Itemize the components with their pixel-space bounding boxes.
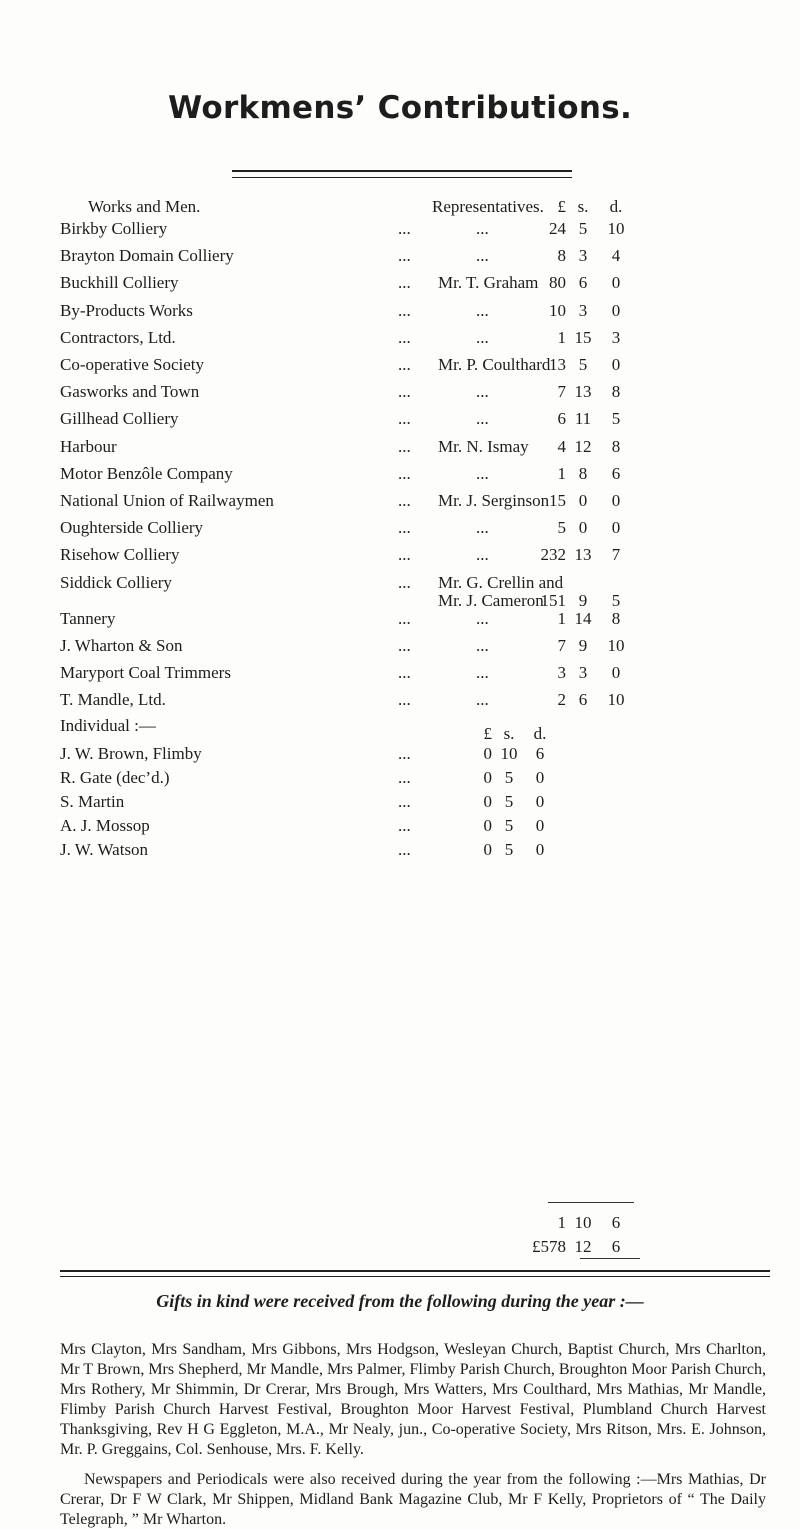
table-row [0,272,800,298]
table-row [0,463,800,489]
individual-name: J. W. Brown, Flimby [60,743,202,763]
amount-pence: 0 [611,663,621,683]
amount-pounds: 24 [549,219,566,238]
leader-dots: ... [476,246,489,266]
leader-dots: ... [398,219,411,238]
leader-dots: ... [398,690,411,710]
amount-shillings: 5 [578,219,588,238]
amount-pence: 4 [611,246,621,266]
table-row [0,635,800,661]
individual-pence: 0 [535,815,545,835]
individual-shillings: 10 [500,743,518,763]
amount-shillings: 12 [574,436,592,456]
table-row [0,408,800,434]
amount-shillings: 6 [578,690,588,710]
individual-name: J. W. Watson [60,839,149,859]
table-row [0,354,800,380]
leader-dots: ... [398,791,411,811]
individual-pounds: 0 [483,791,492,811]
amount-pounds: 15 [549,491,566,510]
individual-pence: 0 [535,791,545,811]
amount-pence: 0 [611,518,621,538]
gifts-list: Mrs Clayton, Mrs Sandham, Mrs Gibbons, Mrs Hodgson, Wesleyan Church, Baptist Church, Mrs Charlton, Mr T Brown, Mrs Shepherd, Mr Mandle, Mrs Palmer, Flimby Parish Church, Broughton Moor Parish Church, Mrs Rothery, Mr Shimmin, Dr Crerar, Mrs Brough, Mrs Watters, Mrs Coulthard, Mrs Mathias, Mr Mandle, Flimby Parish Church Harvest Festival, Broughton Moor Harvest Festival, Plumbland Church Harvest Thanksgiving, Rev H G Eggleton, M.A., Mr Nealy, jun., Co-operative Society, Mrs Ritson, Mrs. E. Johnson, Mr. P. Greggains, Col. Senhouse, Mrs. F. Kelly. [60,1341,766,1458]
works-name: Motor Benzôle Company [60,463,233,483]
representative-name: Mr. T. Graham [438,273,539,293]
works-name: Co-operative Society [60,355,204,374]
leader-dots: ... [398,636,411,655]
grand-total-row [0,1236,800,1262]
amount-pounds: 3 [557,663,566,683]
leader-dots: ... [398,839,411,859]
amount-pounds: 1 [557,608,566,628]
individual-label-row [0,715,800,741]
amount-pence: 8 [611,608,621,628]
amount-shillings: 14 [574,608,592,628]
individual-name: A. J. Mossop [60,815,150,835]
individual-row [0,815,800,841]
grand-total-pence: 6 [611,1237,621,1256]
leader-dots: ... [476,300,489,320]
individual-subtotal-rule [548,1202,634,1203]
leader-dots: ... [398,463,411,483]
works-name: J. Wharton & Son [60,636,183,655]
leader-dots: ... [476,409,489,429]
amount-pence: 5 [611,409,621,429]
individual-pounds: 0 [483,839,492,859]
amount-pence: 6 [611,463,621,483]
amount-pence: 8 [611,382,621,402]
amount-shillings: 15 [574,327,592,347]
amount-shillings: 0 [578,518,588,538]
amount-pence: 0 [611,355,621,374]
amount-pounds: 7 [557,382,566,402]
individual-pence: 0 [535,767,545,787]
representative-name: Mr. P. Coulthard [438,355,551,374]
table-row [0,544,800,570]
works-name: Gillhead Colliery [60,409,179,429]
leader-dots: ... [398,246,411,266]
table-row [0,689,800,715]
works-name: Contractors, Ltd. [60,327,176,347]
table-row [0,517,800,543]
works-name: Tannery [60,608,116,628]
individual-pounds: 0 [483,743,492,763]
amount-pence: 10 [607,690,625,710]
individual-pound-header: £ [483,723,492,743]
pence-header: d. [609,197,623,216]
works-name: Brayton Domain Colliery [60,246,234,266]
individual-name: R. Gate (dec’d.) [60,767,170,787]
individual-pounds: 0 [483,767,492,787]
works-name: Maryport Coal Trimmers [60,663,231,683]
page-title: Workmens’ Contributions. [167,90,633,126]
amount-shillings: 3 [578,246,588,266]
individual-label: Individual :— [60,715,156,735]
leader-dots: ... [398,663,411,683]
amount-shillings: 6 [578,273,588,293]
representative-name: Mr. J. Cameron [438,590,544,610]
works-name: Risehow Colliery [60,545,180,565]
amount-pounds: 8 [557,246,566,266]
amount-pence: 5 [611,590,621,610]
representative-name: Mr. J. Serginson [438,491,550,510]
leader-dots: ... [398,382,411,402]
leader-dots: ... [398,518,411,538]
representatives-header: Representatives. [432,197,544,216]
works-name: Gasworks and Town [60,382,200,402]
leader-dots: ... [398,815,411,835]
amount-pounds: 151 [540,590,566,610]
amount-pounds: 4 [557,436,566,456]
title-rule [232,170,572,178]
subtotal-pounds: 1 [557,1213,566,1232]
amount-shillings: 3 [578,300,588,320]
subtotal-shillings: 10 [574,1213,592,1232]
works-name: By-Products Works [60,300,193,320]
amount-shillings: 9 [578,636,588,655]
amount-pence: 3 [611,327,621,347]
leader-dots: ... [398,327,411,347]
works-name: T. Mandle, Ltd. [60,690,166,710]
table-row [0,436,800,462]
works-name: Harbour [60,436,117,456]
table-row [0,608,800,634]
leader-dots: ... [398,491,411,510]
leader-dots: ... [398,572,411,592]
gifts-heading: Gifts in kind were received from the following during the year :— [156,1291,644,1311]
table-row [0,490,800,516]
amount-shillings: 3 [578,663,588,683]
individual-name: S. Martin [60,791,125,811]
leader-dots: ... [476,636,489,655]
table-row [0,327,800,353]
table-row [0,381,800,407]
individual-pounds: 0 [483,815,492,835]
representative-name: Mr. G. Crellin and [438,572,564,592]
leader-dots: ... [476,608,489,628]
amount-shillings: 8 [578,463,588,483]
amount-pence: 0 [611,300,621,320]
table-row [0,218,800,244]
amount-shillings: 9 [578,590,588,610]
individual-row [0,767,800,793]
amount-pence: 7 [611,545,621,565]
amount-shillings: 13 [574,382,592,402]
pound-header: £ [557,197,566,216]
individual-subtotal-row [0,1212,800,1238]
amount-pence: 8 [611,436,621,456]
amount-pounds: 5 [557,518,566,538]
amount-shillings: 5 [578,355,588,374]
amount-pounds: 1 [557,463,566,483]
representative-name: Mr. N. Ismay [438,436,529,456]
amount-pence: 0 [611,491,621,510]
amount-pounds: 7 [557,636,566,655]
amount-pence: 10 [607,219,625,238]
leader-dots: ... [398,767,411,787]
amount-shillings: 11 [574,409,592,429]
individual-row [0,791,800,817]
grand-total-shillings: 12 [574,1237,592,1256]
amount-pounds: 13 [549,355,566,374]
leader-dots: ... [476,327,489,347]
grand-total-rule [580,1258,640,1259]
leader-dots: ... [476,518,489,538]
individual-pence: 0 [535,839,545,859]
individual-row [0,839,800,865]
grand-total-pounds: £578 [532,1237,566,1256]
individual-shillings: 5 [504,767,514,787]
leader-dots: ... [476,219,489,238]
amount-pounds: 80 [549,273,566,293]
individual-shillings-header: s. [503,723,515,743]
amount-pence: 10 [607,636,625,655]
works-header: Works and Men. [88,197,201,216]
section-rule [60,1270,770,1277]
newspapers-list: Newspapers and Periodicals were also received during the year from the following :—Mrs Mathias, Dr Crerar, Dr F W Clark, Mr Shippen, Midland Bank Magazine Club, Mr F Kelly, Proprietors of “ The Daily Telegraph, ” Mr Wharton. [60,1471,766,1528]
works-name: Buckhill Colliery [60,273,179,293]
individual-shillings: 5 [504,815,514,835]
leader-dots: ... [398,355,411,374]
leader-dots: ... [398,608,411,628]
table-row [0,300,800,326]
amount-pounds: 232 [540,545,566,565]
amount-pounds: 2 [557,690,566,710]
works-name: Birkby Colliery [60,219,168,238]
shillings-header: s. [577,197,589,216]
leader-dots: ... [476,663,489,683]
works-name: Siddick Colliery [60,572,172,592]
leader-dots: ... [398,273,411,293]
amount-shillings: 13 [574,545,592,565]
leader-dots: ... [476,382,489,402]
works-name: National Union of Railwaymen [60,491,274,510]
amount-shillings: 0 [578,491,588,510]
leader-dots: ... [398,409,411,429]
amount-pounds: 10 [549,300,566,320]
amount-pence: 0 [611,273,621,293]
subtotal-pence: 6 [611,1213,621,1232]
leader-dots: ... [398,545,411,565]
individual-shillings: 5 [504,839,514,859]
individual-shillings: 5 [504,791,514,811]
leader-dots: ... [398,743,411,763]
table-row [0,662,800,688]
works-name: Oughterside Colliery [60,518,204,538]
leader-dots: ... [398,436,411,456]
leader-dots: ... [476,545,489,565]
leader-dots: ... [476,463,489,483]
amount-pounds: 6 [557,409,566,429]
leader-dots: ... [398,300,411,320]
gifts-body [60,1340,766,1530]
table-row [0,245,800,271]
individual-row [0,743,800,769]
individual-pence: 6 [535,743,545,763]
individual-pence-header: d. [533,723,547,743]
leader-dots: ... [476,690,489,710]
amount-pounds: 1 [557,327,566,347]
